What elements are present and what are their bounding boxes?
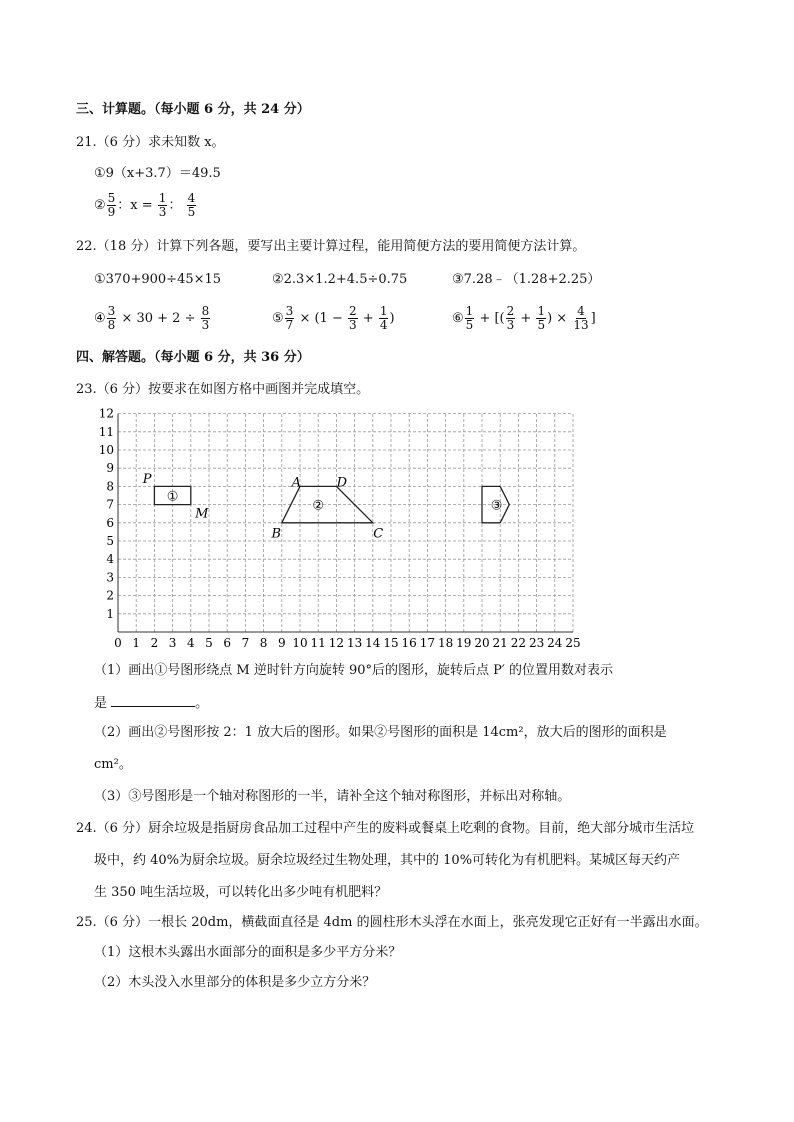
label-shape-1: ①: [166, 489, 179, 505]
label-shape-3: ③: [490, 498, 503, 514]
fraction: $\frac{1}{4}$: [379, 304, 388, 332]
item-number: ②: [94, 198, 106, 213]
section-3-title: 三、计算题。（每小题 6 分，共 24 分）: [76, 102, 310, 117]
q24-line-1: 24.（6 分）厨余垃圾是指厨房食品加工过程中产生的废料或餐桌上吃剩的食物。目前，绝大部分城市生活垃: [76, 821, 695, 836]
q22-item-5: ⑤ $\frac{3}{7}$ × (1 − $\frac{2}{3}$ + $\frac{1}{4}$ ): [272, 304, 395, 332]
y-tick-label: 7: [106, 497, 114, 512]
q23-part-1: （1）画出①号图形绕点 M 逆时针方向旋转 90°后的图形，旋转后点 P′ 的位置用数对表示: [94, 663, 613, 678]
y-tick-label: 10: [98, 443, 114, 457]
y-tick-label: 1: [106, 606, 114, 621]
y-tick-label: 6: [106, 515, 114, 530]
label-M: M: [195, 506, 209, 522]
fraction: $\frac{3}{8}$: [107, 304, 116, 332]
fraction: $\frac{2}{3}$: [506, 304, 515, 332]
fraction: $\frac{1}{5}$: [465, 304, 474, 332]
x-tick-label: 20: [474, 636, 490, 650]
x-tick-label: 3: [168, 636, 177, 650]
q21-item-2: ② $\frac{5}{9}$ ：x = $\frac{1}{3}$ ： $\frac{4}{5}$: [94, 191, 196, 219]
y-tick-label: 3: [106, 570, 114, 585]
x-tick-label: 2: [150, 636, 159, 650]
label-shape-2: ②: [312, 498, 325, 514]
x-axis-ticks: [114, 636, 580, 650]
y-tick-label: 5: [106, 534, 114, 548]
x-tick-label: 13: [346, 636, 363, 650]
x-tick-label: 9: [277, 636, 286, 650]
q23-part-2: （2）画出②号图形按 2：1 放大后的图形。如果②号图形的面积是 14cm²，放大后的图形的面积是: [94, 725, 667, 740]
label-P: P: [142, 471, 152, 487]
label-D: D: [336, 475, 348, 491]
q22-stem: 22.（18 分）计算下列各题，要写出主要计算过程，能用简便方法的要用简便方法计算。: [76, 239, 586, 254]
x-tick-label: 17: [419, 636, 436, 650]
y-tick-label: 11: [98, 424, 114, 439]
x-tick-label: 22: [510, 636, 527, 650]
figure-labels: [142, 472, 503, 542]
q25-line-1: 25.（6 分）一根长 20dm，横截面直径是 4dm 的圆柱形木头浮在水面上，张亮发现它正好有一半露出水面。: [76, 915, 708, 930]
x-tick-label: 0: [114, 636, 122, 650]
x-tick-label: 11: [310, 636, 326, 650]
fraction: $\frac{8}{3}$: [201, 304, 210, 332]
answer-blank[interactable]: [111, 694, 195, 707]
y-axis-ticks: [99, 407, 115, 621]
q23-part-3: （3）③号图形是一个轴对称图形的一半，请补全这个轴对称图形，并标出对称轴。: [94, 789, 571, 804]
y-tick-label: 9: [106, 461, 114, 476]
fraction: $\frac{5}{9}$: [107, 191, 116, 219]
q21-item-1: ①9（x+3.7）＝49.5: [94, 166, 221, 181]
y-tick-label: 8: [106, 479, 114, 494]
label-A: A: [291, 475, 302, 491]
x-tick-label: 7: [241, 636, 250, 650]
x-tick-label: 8: [259, 636, 268, 650]
fraction: $\frac{4}{13}$: [573, 304, 589, 332]
fraction: $\frac{4}{5}$: [187, 191, 196, 219]
y-tick-label: 4: [106, 552, 114, 567]
x-tick-label: 23: [528, 636, 545, 650]
x-tick-label: 6: [223, 636, 232, 650]
q21-stem: 21.（6 分）求未知数 x。: [76, 135, 225, 150]
y-tick-label: 2: [106, 588, 114, 603]
x-tick-label: 10: [292, 636, 308, 650]
q25-line-2: （1）这根木头露出水面部分的面积是多少平方分米？: [94, 945, 402, 960]
label-C: C: [373, 526, 384, 542]
x-tick-label: 14: [365, 636, 381, 650]
fraction: $\frac{2}{3}$: [348, 304, 357, 332]
fraction: $\frac{1}{3}$: [158, 191, 167, 219]
q23-part-2-unit: cm²。: [94, 757, 132, 772]
x-tick-label: 25: [565, 636, 581, 650]
fraction: $\frac{3}{7}$: [285, 304, 294, 332]
q22-item-2: ②2.3×1.2+4.5÷0.75: [272, 272, 408, 287]
section-4-title: 四、解答题。（每小题 6 分，共 36 分）: [76, 350, 310, 365]
q25-line-3: （2）木头没入水里部分的体积是多少立方分米？: [94, 975, 376, 990]
fraction: $\frac{1}{5}$: [537, 304, 546, 332]
x-tick-label: 16: [401, 636, 417, 650]
q23-part-1-answer-line: 是 。: [94, 696, 209, 711]
x-tick-label: 24: [547, 636, 563, 650]
q23-stem: 23.（6 分）按要求在如图方格中画图并完成填空。: [76, 382, 370, 397]
q22-item-3: ③7.28﹣（1.28+2.25）: [452, 272, 601, 287]
q24-line-3: 生 350 吨生活垃圾，可以转化出多少吨有机肥料？: [94, 885, 388, 900]
x-tick-label: 12: [328, 636, 345, 650]
label-B: B: [271, 526, 282, 542]
x-tick-label: 1: [132, 636, 141, 650]
x-tick-label: 18: [437, 636, 454, 650]
y-tick-label: 12: [98, 406, 114, 421]
x-tick-label: 21: [492, 636, 508, 650]
q22-item-1: ①370+900÷45×15: [94, 272, 222, 287]
x-tick-label: 4: [186, 636, 195, 650]
x-tick-label: 15: [383, 636, 399, 650]
q24-line-2: 圾中，约 40%为厨余垃圾。厨余垃圾经过生物处理，其中的 10%可转化为有机肥料。某城区每天约产: [94, 853, 681, 868]
x-tick-label: 5: [205, 636, 213, 650]
q22-item-4: ④ $\frac{3}{8}$ × 30 + 2 ÷ $\frac{8}{3}$: [94, 304, 210, 332]
q23-grid-figure: [88, 404, 588, 654]
x-tick-label: 19: [456, 636, 472, 650]
q22-item-6: ⑥ $\frac{1}{5}$ + [( $\frac{2}{3}$ + $\frac{1}{5}$ ) × $\frac{4}{13}$ ]: [452, 304, 596, 332]
